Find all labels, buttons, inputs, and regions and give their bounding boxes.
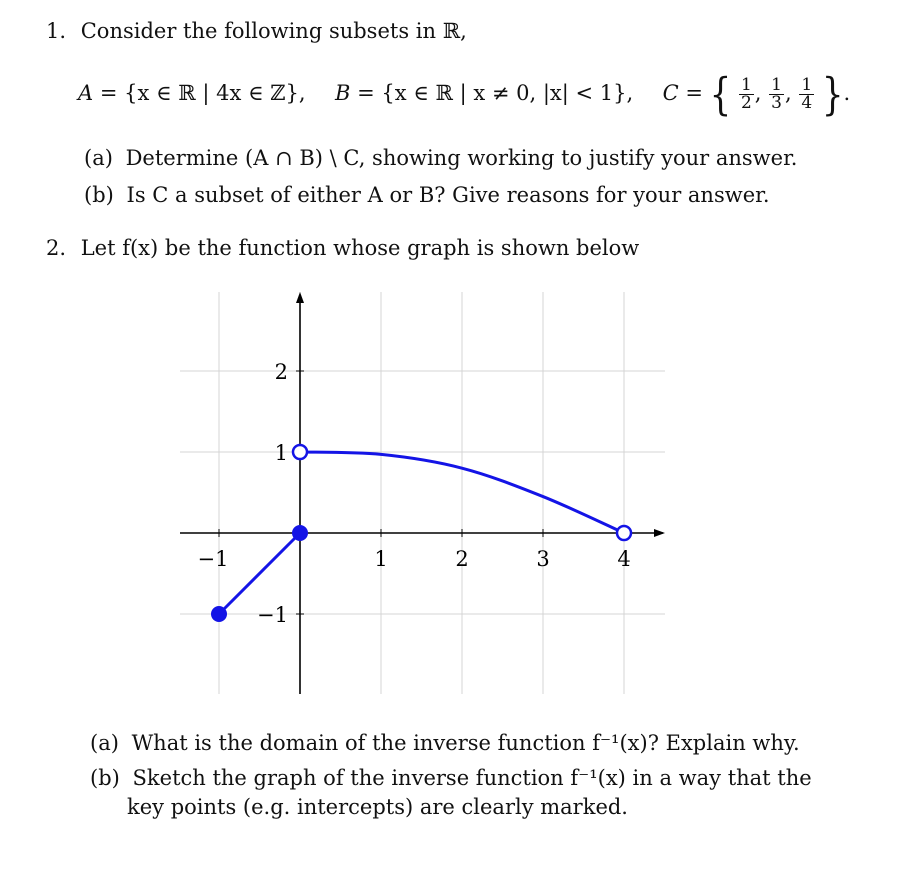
q1-part-b-label: (b) xyxy=(84,183,114,207)
q2-part-a xyxy=(90,730,800,756)
x-axis-arrow xyxy=(654,529,665,537)
y-tick-label: −1 xyxy=(257,603,288,627)
q1-part-b-text: Is C a subset of either A or B? Give reasons for your answer. xyxy=(126,183,770,207)
left-brace: { xyxy=(709,68,732,121)
q2-number: 2. xyxy=(46,236,67,260)
x-tick-label: 1 xyxy=(374,547,388,571)
series-segment-linear xyxy=(219,533,300,614)
q2-part-b xyxy=(90,765,812,791)
open-point-0-1 xyxy=(293,445,307,459)
fraction-3: $\frac{1}{4}$ xyxy=(801,75,813,113)
set-b-definition: {x ∈ ℝ | x ≠ 0, |x| < 1}, xyxy=(381,81,634,105)
x-tick-label: −1 xyxy=(197,547,229,571)
q1-part-a-text: Determine (A ∩ B) \ C, showing working to justify your answer. xyxy=(125,146,798,170)
x-tick-label: 3 xyxy=(536,547,550,571)
q1-intro: Consider the following subsets in ℝ, xyxy=(80,19,467,43)
q2-part-b-line1: Sketch the graph of the inverse function f⁻¹(x) in a way that the xyxy=(132,766,812,790)
y-tick-label: 2 xyxy=(274,360,288,384)
open-point-4-0 xyxy=(617,526,631,540)
x-tick-label: 4 xyxy=(617,547,631,571)
q1-number: 1. xyxy=(46,19,67,43)
fraction-2: $\frac{1}{3}$ xyxy=(771,75,782,113)
tick-labels xyxy=(198,360,631,627)
q2-intro: Let f(x) be the function whose graph is shown below xyxy=(80,236,640,260)
q2-part-a-label: (a) xyxy=(90,731,119,755)
closed-point-neg1 xyxy=(211,606,227,622)
set-b-name: B xyxy=(334,81,351,105)
set-c-name: C xyxy=(662,81,679,105)
set-a-name: A xyxy=(78,81,94,105)
q2-part-b-label: (b) xyxy=(90,766,120,790)
q2-part-a-text: What is the domain of the inverse function f⁻¹(x)? Explain why. xyxy=(131,731,800,755)
x-tick-label: 2 xyxy=(455,547,469,571)
y-tick-label: 1 xyxy=(274,441,288,465)
set-a-definition: {x ∈ ℝ | 4x ∈ ℤ}, xyxy=(124,81,306,105)
q1-part-a-label: (a) xyxy=(84,146,113,170)
closed-point-origin xyxy=(292,525,308,541)
fraction-1: $\frac{1}{2}$ xyxy=(740,75,752,113)
q2-part-b-cont xyxy=(127,794,628,820)
right-brace: } xyxy=(821,68,844,121)
set-definitions: A = {x ∈ ℝ | 4x ∈ ℤ}, B = {x ∈ ℝ | x ≠ 0, |x| < 1}, C = { $\frac{1}{2}$ , $\frac{1}{3}$ , $\frac{1}{4}$ }. xyxy=(78,68,851,121)
grid xyxy=(180,292,665,694)
y-axis-arrow xyxy=(296,292,304,303)
q2-part-b-line2: key points (e.g. intercepts) are clearly marked. xyxy=(127,795,628,819)
axes xyxy=(180,292,665,694)
